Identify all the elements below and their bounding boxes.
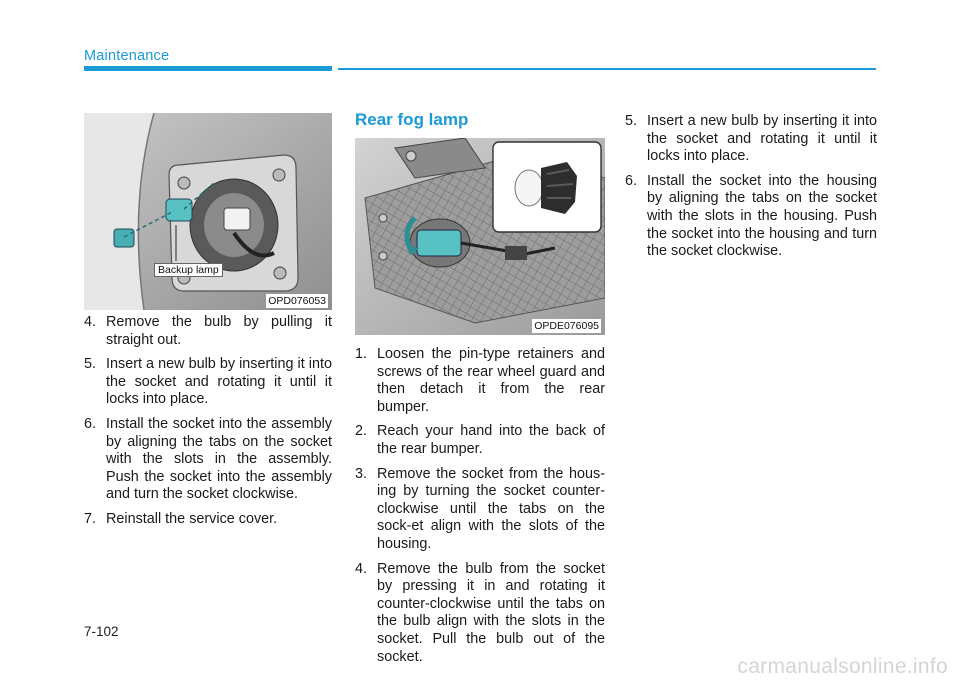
figure-rear-fog-lamp [355,138,605,335]
list-item: 3. Remove the socket from the hous-ing by turning the socket counter-clockwise until the tabs on the sock-et align with the slots of the housing. [355,465,605,552]
list-item: 4. Remove the bulb by pulling it straight out. [84,314,332,348]
list-item: 5. Insert a new bulb by inserting it into the socket and rotating it until it locks into place. [84,356,332,408]
header-rule-thin [338,68,876,70]
page-number: 7-102 [84,624,119,639]
right-steps-column [625,113,877,268]
list-item: 1. Loosen the pin-type retainers and screws of the rear wheel guard and then detach it from the rear bumper. [355,346,605,415]
list-item: 4. Remove the bulb from the socket by pressing it in and rotating it counter-clockwise until the tabs on the bulb align with the slots in the socket. Pull the bulb out of the socket. [355,560,605,665]
list-item: 5. Insert a new bulb by inserting it into the socket and rotating it until it locks into place. [625,113,877,165]
backup-lamp-illustration [84,113,332,310]
figure-code-left: OPD076053 [268,295,326,307]
figure-code-mid: OPDE076095 [534,320,599,332]
rear-fog-lamp-illustration [355,138,605,335]
left-steps-column [84,314,332,536]
list-item: 6. Install the socket into the housing by aligning the tabs on the socket with the slots in the housing. Push the socket into the housing and turn the socket clockwise. [625,172,877,260]
figure-label-backup-lamp: Backup lamp [154,263,223,277]
header-rule-thick [84,66,332,71]
section-title: Maintenance [84,48,170,64]
watermark: carmanualsonline.info [737,655,948,678]
rear-fog-heading: Rear fog lamp [355,110,469,129]
list-item: 2. Reach your hand into the back of the rear bumper. [355,423,605,457]
list-item: 6. Install the socket into the assembly by aligning the tabs on the socket with the slots in the assembly. Push the socket into the assembly and turn the socket clockwise. [84,415,332,503]
figure-backup-lamp [84,113,332,310]
list-item: 7. Reinstall the service cover. [84,510,278,527]
rear-fog-steps-column [355,346,605,673]
